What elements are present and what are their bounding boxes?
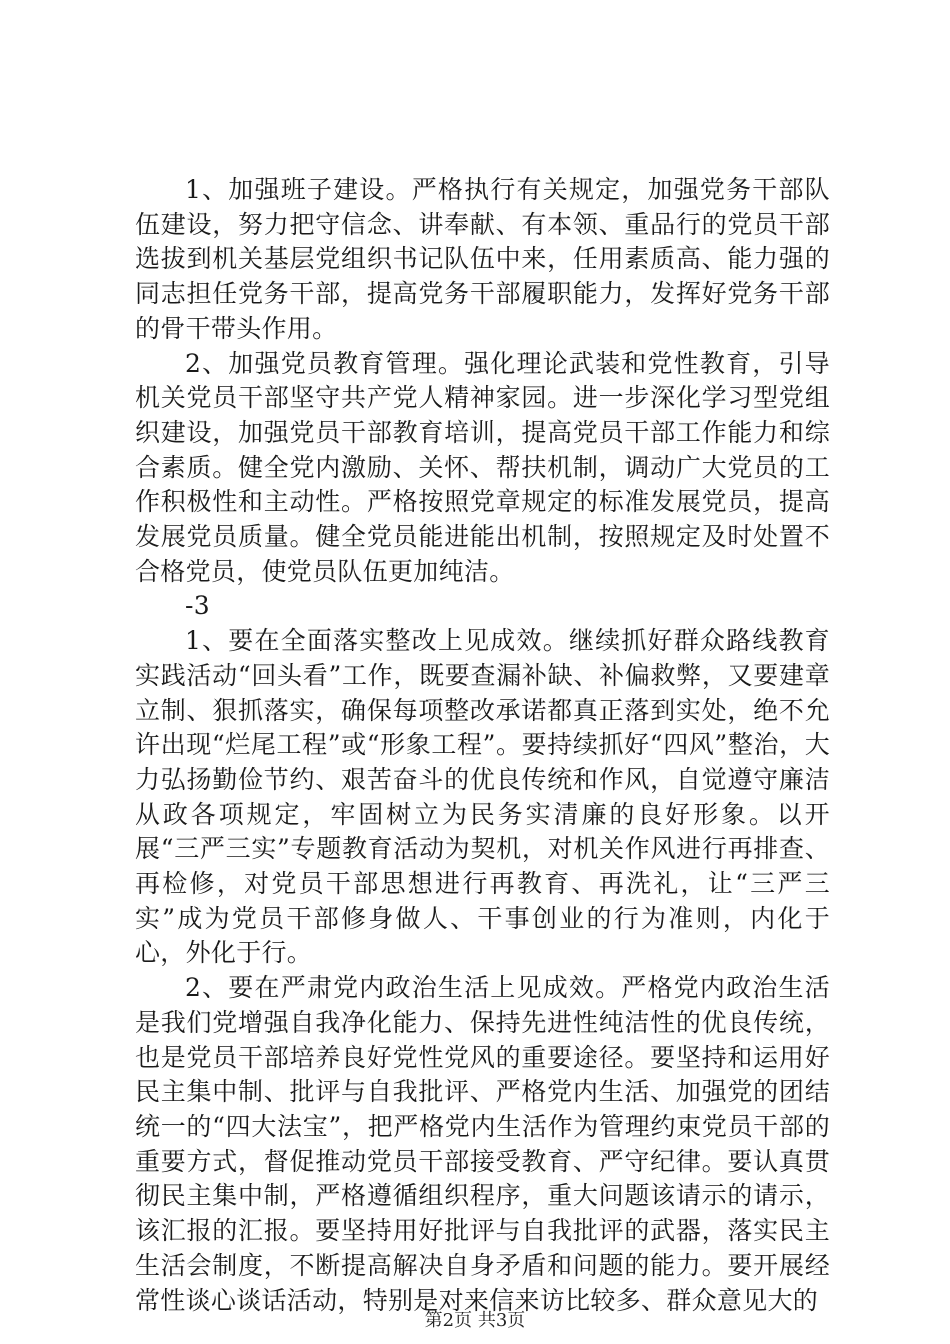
- paragraph-rectification: 1、要在全面落实整改上见成效。继续抓好群众路线教育实践活动“回头看”工作，既要查漏补缺、补偏救弊，又要建章立制、狠抓落实，确保每项整改承诺都真正落到实处，绝不允许出现“烂尾工程”或“形象工程”。要持续抓好“四风”整治，大力弘扬勤俭节约、艰苦奋斗的优良传统和作风，自觉遵守廉洁从政各项规定，牢固树立为民务实清廉的良好形象。以开展“三严三实”专题教育活动为契机，对机关作风进行再排查、再检修，对党员干部思想进行再教育、再洗礼，让“三严三实”成为党员干部修身做人、干事创业的行为准则，内化于心，外化于行。: [135, 626, 830, 968]
- paragraph-political-life: 2、要在严肃党内政治生活上见成效。严格党内政治生活是我们党增强自我净化能力、保持先进性纯洁性的优良传统，也是党员干部培养良好党性党风的重要途径。要坚持和运用好民主集中制、批评与自我批评、严格党内生活、加强党的团结统一的“四大法宝”，把严格党内生活作为管理约束党员干部的重要方式，督促推动党员干部接受教育、严守纪律。要认真贯彻民主集中制，严格遵循组织程序，重大问题该请示的请示，该汇报的汇报。要坚持用好批评与自我批评的武器，落实民主生活会制度，不断提高解决自身矛盾和问题的能力。要开展经常性谈心谈话活动，特别是对来信来访比较多、群众意见大的: [135, 973, 830, 1315]
- document-body: [135, 173, 830, 1318]
- page-number-footer: 第2页 共3页: [424, 1310, 526, 1331]
- paragraph-team-building: 1、加强班子建设。严格执行有关规定，加强党务干部队伍建设，努力把守信念、讲奉献、有本领、重品行的党员干部选拔到机关基层党组织书记队伍中来，任用素质高、能力强的同志担任党务干部，提高党务干部履职能力，发挥好党务干部的骨干带头作用。: [135, 175, 830, 343]
- section-marker: -3: [185, 591, 210, 621]
- paragraph-member-education: 2、加强党员教育管理。强化理论武装和党性教育，引导机关党员干部坚守共产党人精神家园。进一步深化学习型党组织建设，加强党员干部教育培训，提高党员干部工作能力和综合素质。健全党内激励、关怀、帮扶机制，调动广大党员的工作积极性和主动性。严格按照党章规定的标准发展党员，提高发展党员质量。健全党员能进能出机制，按照规定及时处置不合格党员，使党员队伍更加纯洁。: [135, 348, 830, 586]
